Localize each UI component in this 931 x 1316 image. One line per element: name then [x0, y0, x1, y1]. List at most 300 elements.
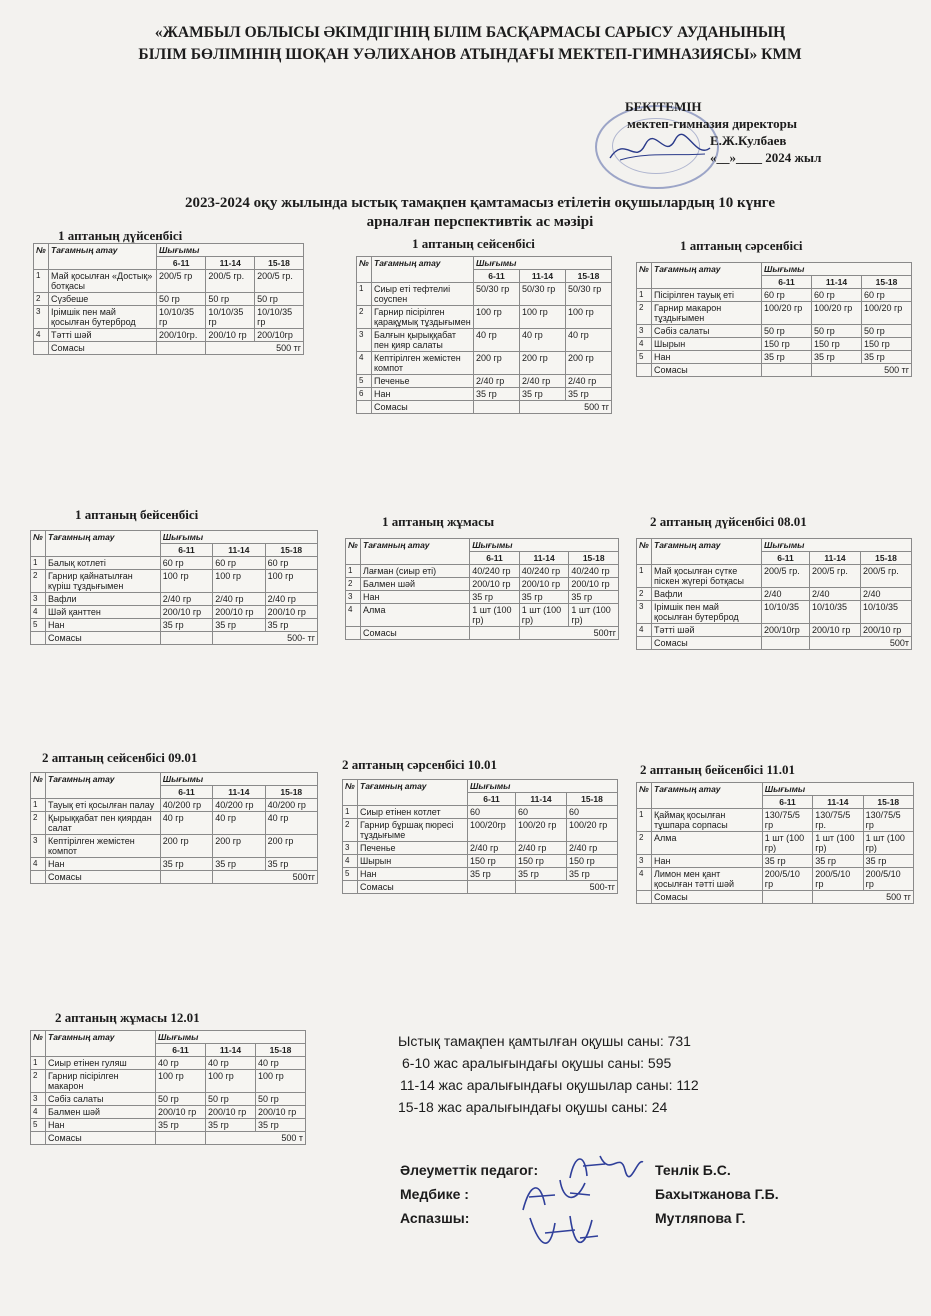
dish-name: Сиыр еті тефтелиі соуспен — [372, 283, 474, 306]
yield-15-18: 1 шт (100 гр) — [863, 832, 913, 855]
row-num: 5 — [343, 868, 358, 881]
dish-name: Алма — [652, 832, 763, 855]
yield-6-11: 150 гр — [468, 855, 516, 868]
yield-11-14: 50 гр — [206, 293, 255, 306]
table-row — [343, 819, 618, 842]
dish-name: Сиыр етінен гуляш — [46, 1057, 156, 1070]
day-title: 2 аптаның сәрсенбісі 10.01 — [342, 757, 497, 772]
dish-name: Вафли — [46, 593, 161, 606]
day-title: 1 аптаның жұмасы — [382, 514, 495, 529]
yield-15-18: 2/40 гр — [566, 375, 612, 388]
row-num: 3 — [31, 1093, 46, 1106]
row-num: 2 — [31, 570, 46, 593]
yield-6-11: 10/10/35 гр — [157, 306, 206, 329]
yield-11-14: 60 — [516, 806, 567, 819]
age-group-header: 6-11 — [468, 793, 516, 806]
total-label: Сомасы — [358, 881, 468, 894]
yield-15-18: 2/40 гр — [567, 842, 618, 855]
age-group-header: 15-18 — [265, 786, 317, 799]
age-group-header: 15-18 — [569, 552, 619, 565]
age-group-header: 11-14 — [810, 552, 861, 565]
yield-6-11: 200 гр — [160, 835, 212, 858]
yield-15-18: 150 гр — [567, 855, 618, 868]
dish-name: Қырыққабат пен қиярдан салат — [46, 812, 161, 835]
row-num: 3 — [31, 593, 46, 606]
yield-11-14: 10/10/35 гр — [206, 306, 255, 329]
age-group-header: 15-18 — [567, 793, 618, 806]
total-value: 500- тг — [213, 632, 318, 645]
row-num: 4 — [31, 1106, 46, 1119]
col-yield-header: Шығымы — [474, 257, 612, 270]
table-row — [31, 799, 318, 812]
dish-name: Нан — [361, 591, 470, 604]
col-name-header: Тағамның атау — [46, 531, 161, 557]
total-label: Сомасы — [652, 364, 762, 377]
table-row — [637, 601, 912, 624]
yield-6-11: 40/240 гр — [470, 565, 520, 578]
yield-11-14: 100/20 гр — [516, 819, 567, 842]
yield-6-11: 40 гр — [160, 812, 212, 835]
row-num: 6 — [357, 388, 372, 401]
total-row — [637, 637, 912, 650]
menu-title — [80, 194, 880, 232]
signature-role: Медбике : — [400, 1186, 469, 1202]
age-group-header: 15-18 — [256, 1044, 306, 1057]
total-row — [637, 364, 912, 377]
dish-name: Гарнир қайнатылған күріш тұздығымен — [46, 570, 161, 593]
dish-name: Балмен шәй — [361, 578, 470, 591]
stat-age-15-18: 15-18 жас аралығындағы оқушы саны: 24 — [398, 1099, 668, 1115]
total-label: Сомасы — [652, 637, 762, 650]
dish-name: Шырын — [358, 855, 468, 868]
yield-15-18: 2/40 — [861, 588, 912, 601]
col-num-header: № — [637, 783, 652, 809]
yield-15-18: 2/40 гр — [265, 593, 317, 606]
yield-11-14: 200/10 гр — [213, 606, 265, 619]
yield-11-14: 40/240 гр — [519, 565, 569, 578]
yield-11-14: 10/10/35 — [810, 601, 861, 624]
yield-15-18: 200/10 гр — [256, 1106, 306, 1119]
menu-table — [636, 538, 912, 650]
yield-6-11: 35 гр — [160, 619, 212, 632]
row-num: 2 — [31, 812, 46, 835]
total-label: Сомасы — [372, 401, 474, 414]
yield-15-18: 100 гр — [256, 1070, 306, 1093]
yield-15-18: 60 гр — [265, 557, 317, 570]
age-group-header: 6-11 — [160, 786, 212, 799]
col-yield-header: Шығымы — [762, 263, 912, 276]
dish-name: Тәтті шәй — [49, 329, 157, 342]
col-num-header: № — [637, 263, 652, 289]
yield-15-18: 40 гр — [265, 812, 317, 835]
yield-15-18: 35 гр — [863, 855, 913, 868]
table-row — [357, 375, 612, 388]
age-group-header: 15-18 — [566, 270, 612, 283]
age-group-header: 6-11 — [470, 552, 520, 565]
row-num: 2 — [637, 832, 652, 855]
col-yield-header: Шығымы — [160, 773, 317, 786]
age-group-header: 11-14 — [213, 786, 265, 799]
row-num: 1 — [34, 270, 49, 293]
col-name-header: Тағамның атау — [361, 539, 470, 565]
row-num: 1 — [637, 565, 652, 588]
yield-11-14: 200/5 гр. — [810, 565, 861, 588]
age-group-header: 15-18 — [861, 552, 912, 565]
table-row — [637, 624, 912, 637]
row-num: 3 — [346, 591, 361, 604]
table-row — [346, 604, 619, 627]
yield-11-14: 50 гр — [206, 1093, 256, 1106]
col-name-header: Тағамның атау — [372, 257, 474, 283]
yield-6-11: 35 гр — [156, 1119, 206, 1132]
table-row — [357, 306, 612, 329]
yield-6-11: 50 гр — [156, 1093, 206, 1106]
dish-name: Нан — [46, 1119, 156, 1132]
table-row — [637, 868, 914, 891]
yield-6-11: 200/10 гр — [156, 1106, 206, 1119]
yield-6-11: 200 гр — [474, 352, 520, 375]
dish-name: Кептірілген жемістен компот — [46, 835, 161, 858]
yield-6-11: 1 шт (100 гр) — [762, 832, 812, 855]
total-value: 500 тг — [206, 342, 304, 355]
day-title: 2 аптаның бейсенбісі 11.01 — [640, 762, 796, 777]
yield-15-18: 100 гр — [265, 570, 317, 593]
yield-6-11: 40 гр — [156, 1057, 206, 1070]
yield-11-14: 100 гр — [213, 570, 265, 593]
menu-title-line2: арналған перспективтік ас мәзірі — [366, 214, 594, 230]
row-num: 2 — [34, 293, 49, 306]
approval-block — [625, 98, 821, 166]
yield-6-11: 150 гр — [762, 338, 812, 351]
row-num: 3 — [31, 835, 46, 858]
yield-11-14: 35 гр — [520, 388, 566, 401]
yield-6-11: 100/20 гр — [762, 302, 812, 325]
total-label: Сомасы — [46, 632, 161, 645]
total-value: 500т — [810, 637, 912, 650]
total-label: Сомасы — [361, 627, 470, 640]
table-row — [31, 1057, 306, 1070]
dish-name: Нан — [46, 619, 161, 632]
row-num: 3 — [343, 842, 358, 855]
approval-date: «__»____ 2024 жыл — [710, 150, 822, 165]
yield-6-11: 130/75/5 гр — [762, 809, 812, 832]
row-num: 3 — [637, 855, 652, 868]
yield-6-11: 35 гр — [160, 858, 212, 871]
col-num-header: № — [34, 244, 49, 270]
yield-11-14: 40/200 гр — [213, 799, 265, 812]
yield-11-14: 2/40 гр — [213, 593, 265, 606]
table-row — [343, 868, 618, 881]
yield-11-14: 2/40 гр — [520, 375, 566, 388]
yield-11-14: 35 гр — [206, 1119, 256, 1132]
menu-table — [636, 262, 912, 377]
age-group-header: 15-18 — [255, 257, 304, 270]
row-num: 1 — [343, 806, 358, 819]
yield-6-11: 2/40 — [762, 588, 810, 601]
yield-11-14: 35 гр — [812, 351, 862, 364]
yield-11-14: 50 гр — [812, 325, 862, 338]
yield-11-14: 150 гр — [812, 338, 862, 351]
table-row — [31, 570, 318, 593]
yield-11-14: 35 гр — [519, 591, 569, 604]
dish-name: Сәбіз салаты — [46, 1093, 156, 1106]
yield-15-18: 100 гр — [566, 306, 612, 329]
dish-name: Лағман (сиыр еті) — [361, 565, 470, 578]
col-name-header: Тағамның атау — [46, 773, 161, 799]
table-row — [31, 557, 318, 570]
table-row — [31, 1070, 306, 1093]
col-num-header: № — [31, 1031, 46, 1057]
menu-table — [342, 779, 618, 894]
total-value: 500тг — [519, 627, 618, 640]
table-row — [31, 1119, 306, 1132]
row-num: 1 — [346, 565, 361, 578]
age-group-header: 11-14 — [516, 793, 567, 806]
table-row — [31, 835, 318, 858]
col-num-header: № — [31, 773, 46, 799]
yield-15-18: 35 гр — [862, 351, 912, 364]
yield-6-11: 50/30 гр — [474, 283, 520, 306]
yield-11-14: 40 гр — [206, 1057, 256, 1070]
row-num: 3 — [34, 306, 49, 329]
signature-role: Әлеуметтік педагог: — [400, 1162, 539, 1178]
dish-name: Нан — [46, 858, 161, 871]
yield-6-11: 1 шт (100 гр) — [470, 604, 520, 627]
age-group-header: 6-11 — [762, 552, 810, 565]
age-group-header: 6-11 — [156, 1044, 206, 1057]
yield-11-14: 1 шт (100 гр) — [813, 832, 863, 855]
row-num: 2 — [346, 578, 361, 591]
table-row — [637, 809, 914, 832]
yield-11-14: 35 гр — [213, 858, 265, 871]
table-row — [346, 591, 619, 604]
yield-11-14: 35 гр — [516, 868, 567, 881]
signature-name: Бахытжанова Г.Б. — [655, 1186, 779, 1202]
row-num: 3 — [357, 329, 372, 352]
menu-title-line1: 2023-2024 оқу жылында ыстық тамақпен қамтамасыз етілетін оқушылардың 10 күнге — [184, 195, 776, 211]
col-name-header: Тағамның атау — [652, 783, 763, 809]
table-row — [346, 578, 619, 591]
stat-age-11-14: 11-14 жас аралығындағы оқушылар саны: 112 — [400, 1077, 699, 1093]
stat-age-6-10: 6-10 жас аралығындағы оқушы саны: 595 — [402, 1055, 672, 1071]
yield-15-18: 35 гр — [265, 858, 317, 871]
table-row — [34, 293, 304, 306]
table-row — [637, 588, 912, 601]
dish-name: Гарнир пісірілген қарақұмық тұздығымен — [372, 306, 474, 329]
age-group-header: 6-11 — [762, 796, 812, 809]
total-value: 500 тг — [812, 364, 912, 377]
total-row — [31, 632, 318, 645]
row-num: 3 — [637, 325, 652, 338]
row-num: 5 — [31, 1119, 46, 1132]
row-num: 2 — [637, 302, 652, 325]
row-num: 5 — [637, 351, 652, 364]
signature-role: Аспазшы: — [400, 1210, 470, 1226]
yield-6-11: 200/10гр — [762, 624, 810, 637]
yield-6-11: 200/5 гр. — [762, 565, 810, 588]
table-row — [34, 270, 304, 293]
yield-15-18: 60 — [567, 806, 618, 819]
yield-15-18: 130/75/5 гр — [863, 809, 913, 832]
age-group-header: 15-18 — [863, 796, 913, 809]
yield-6-11: 10/10/35 — [762, 601, 810, 624]
yield-6-11: 50 гр — [762, 325, 812, 338]
total-label: Сомасы — [46, 1132, 156, 1145]
student-stats — [398, 1030, 699, 1118]
yield-15-18: 35 гр — [566, 388, 612, 401]
dish-name: Нан — [652, 351, 762, 364]
table-row — [637, 302, 912, 325]
org-header-line1: «ЖАМБЫЛ ОБЛЫСЫ ӘКІМДІГІНІҢ БІЛІМ БАСҚАРМАСЫ САРЫСУ АУДАНЫНЫҢ — [154, 24, 786, 41]
total-row — [343, 881, 618, 894]
table-row — [343, 806, 618, 819]
row-num: 1 — [31, 1057, 46, 1070]
yield-15-18: 200/10 гр — [861, 624, 912, 637]
handwritten-signature — [520, 1208, 600, 1258]
col-yield-header: Шығымы — [470, 539, 619, 552]
day-title: 1 аптаның дүйсенбісі — [58, 228, 183, 243]
table-row — [637, 855, 914, 868]
total-label: Сомасы — [46, 871, 161, 884]
total-row — [357, 401, 612, 414]
yield-6-11: 35 гр — [470, 591, 520, 604]
row-num: 4 — [357, 352, 372, 375]
approval-director-name: Е.Ж.Кулбаев — [710, 133, 787, 148]
yield-6-11: 200/10 гр — [470, 578, 520, 591]
age-group-header: 11-14 — [520, 270, 566, 283]
table-row — [637, 351, 912, 364]
dish-name: Тауық еті қосылған палау — [46, 799, 161, 812]
approval-position: мектеп-гимназия директоры — [627, 116, 797, 131]
col-name-header: Тағамның атау — [46, 1031, 156, 1057]
yield-15-18: 40/240 гр — [569, 565, 619, 578]
total-row — [34, 342, 304, 355]
table-row — [357, 283, 612, 306]
yield-15-18: 150 гр — [862, 338, 912, 351]
row-num: 4 — [346, 604, 361, 627]
yield-11-14: 50/30 гр — [520, 283, 566, 306]
row-num: 4 — [637, 624, 652, 637]
yield-6-11: 100 гр — [474, 306, 520, 329]
yield-11-14: 60 гр — [213, 557, 265, 570]
col-name-header: Тағамның атау — [49, 244, 157, 270]
row-num: 5 — [31, 619, 46, 632]
yield-6-11: 2/40 гр — [468, 842, 516, 855]
yield-11-14: 100 гр — [520, 306, 566, 329]
yield-11-14: 150 гр — [516, 855, 567, 868]
yield-15-18: 200 гр — [265, 835, 317, 858]
col-yield-header: Шығымы — [157, 244, 304, 257]
total-row — [31, 1132, 306, 1145]
age-group-header: 11-14 — [519, 552, 569, 565]
day-title: 2 аптаның дүйсенбісі 08.01 — [650, 514, 807, 529]
total-row — [31, 871, 318, 884]
row-num: 4 — [31, 606, 46, 619]
yield-11-14: 35 гр — [813, 855, 863, 868]
row-num: 4 — [637, 338, 652, 351]
total-value: 500 тг — [813, 891, 914, 904]
yield-15-18: 200/5 гр. — [861, 565, 912, 588]
day-title: 1 аптаның сәрсенбісі — [680, 238, 803, 253]
table-row — [357, 329, 612, 352]
yield-15-18: 200/5 гр. — [255, 270, 304, 293]
table-row — [637, 565, 912, 588]
table-row — [343, 842, 618, 855]
dish-name: Сәбіз салаты — [652, 325, 762, 338]
yield-6-11: 60 гр — [160, 557, 212, 570]
yield-15-18: 50/30 гр — [566, 283, 612, 306]
dish-name: Печенье — [358, 842, 468, 855]
col-num-header: № — [346, 539, 361, 565]
col-num-header: № — [31, 531, 46, 557]
yield-6-11: 200/10 гр — [160, 606, 212, 619]
day-title: 2 аптаның сейсенбісі 09.01 — [42, 750, 198, 765]
age-group-header: 11-14 — [206, 257, 255, 270]
yield-6-11: 35 гр — [468, 868, 516, 881]
dish-name: Сиыр етінен котлет — [358, 806, 468, 819]
yield-11-14: 200/10 гр — [206, 329, 255, 342]
yield-15-18: 35 гр — [567, 868, 618, 881]
dish-name: Печенье — [372, 375, 474, 388]
yield-11-14: 200 гр — [520, 352, 566, 375]
yield-11-14: 200/5 гр. — [206, 270, 255, 293]
yield-15-18: 200 гр — [566, 352, 612, 375]
table-row — [637, 325, 912, 338]
yield-15-18: 35 гр — [569, 591, 619, 604]
total-value: 500 т — [206, 1132, 306, 1145]
yield-6-11: 100/20гр — [468, 819, 516, 842]
yield-15-18: 10/10/35 — [861, 601, 912, 624]
yield-15-18: 40 гр — [256, 1057, 306, 1070]
yield-11-14: 200 гр — [213, 835, 265, 858]
dish-name: Шәй қанттен — [46, 606, 161, 619]
menu-table — [30, 1030, 306, 1145]
dish-name: Май қосылған сүтке піскен жүгері ботқасы — [652, 565, 762, 588]
yield-11-14: 130/75/5 гр. — [813, 809, 863, 832]
table-row — [31, 1106, 306, 1119]
yield-11-14: 60 гр — [812, 289, 862, 302]
yield-6-11: 35 гр — [474, 388, 520, 401]
dish-name: Гарнир пісірілген макарон — [46, 1070, 156, 1093]
col-num-header: № — [343, 780, 358, 806]
dish-name: Қаймақ қосылған тұшпара сорпасы — [652, 809, 763, 832]
table-row — [357, 352, 612, 375]
col-num-header: № — [357, 257, 372, 283]
table-row — [31, 812, 318, 835]
menu-table — [356, 256, 612, 414]
yield-6-11: 200/5 гр — [157, 270, 206, 293]
yield-15-18: 1 шт (100 гр) — [569, 604, 619, 627]
dish-name: Балғын қырыққабат пен қияр салаты — [372, 329, 474, 352]
total-value: 500-тг — [516, 881, 618, 894]
table-row — [637, 832, 914, 855]
col-yield-header: Шығымы — [156, 1031, 306, 1044]
yield-6-11: 200/5/10 гр — [762, 868, 812, 891]
yield-11-14: 40 гр — [520, 329, 566, 352]
dish-name: Шырын — [652, 338, 762, 351]
age-group-header: 11-14 — [813, 796, 863, 809]
dish-name: Балық котлеті — [46, 557, 161, 570]
yield-6-11: 40/200 гр — [160, 799, 212, 812]
table-row — [34, 306, 304, 329]
col-yield-header: Шығымы — [160, 531, 317, 544]
yield-6-11: 40 гр — [474, 329, 520, 352]
row-num: 4 — [31, 858, 46, 871]
table-row — [34, 329, 304, 342]
col-yield-header: Шығымы — [762, 539, 912, 552]
day-title: 1 аптаның бейсенбісі — [75, 507, 199, 522]
yield-6-11: 2/40 гр — [474, 375, 520, 388]
